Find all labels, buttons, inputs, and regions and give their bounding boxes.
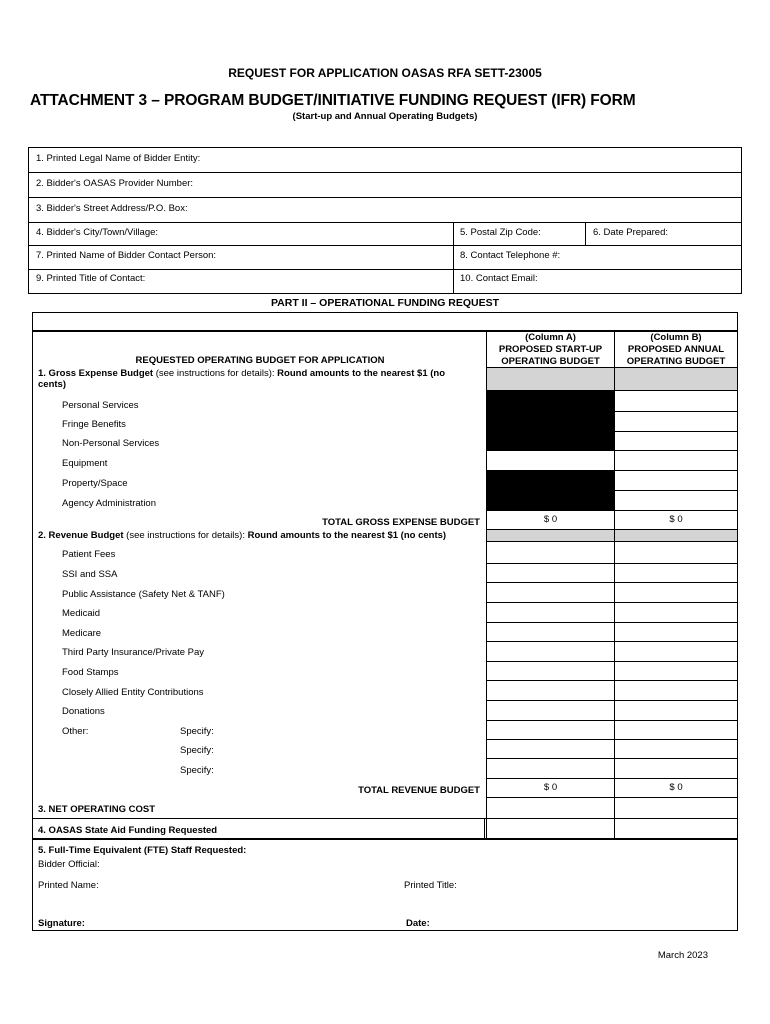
net-operating-cost: 3. NET OPERATING COST [38, 804, 156, 815]
total-revenue-label: TOTAL REVENUE BUDGET [358, 785, 480, 796]
column-b-header: (Column B) PROPOSED ANNUAL OPERATING BUDGET [626, 332, 726, 367]
total-revenue-a[interactable]: $ 0 [543, 782, 558, 793]
expense-item: Non-Personal Services [62, 438, 160, 449]
gross-expense-heading-cont: cents) [38, 379, 66, 390]
printed-title-field[interactable]: Printed Title: [404, 880, 457, 891]
expense-item: Personal Services [62, 400, 139, 411]
revenue-item: Medicare [62, 628, 102, 639]
part1-table [28, 147, 742, 294]
other-label: Other: [62, 726, 89, 737]
total-gross-b[interactable]: $ 0 [669, 514, 683, 525]
subtitle: (Start-up and Annual Operating Budgets) [292, 111, 478, 122]
revenue-heading: 2. Revenue Budget (see instructions for details): Round amounts to the nearest $1 (no cents) [38, 530, 447, 541]
field-zip[interactable]: 5. Postal Zip Code: [460, 227, 541, 238]
specify-label[interactable]: Specify: [180, 765, 214, 776]
revenue-item: Medicaid [62, 608, 101, 619]
signature-field[interactable]: Signature: [38, 918, 85, 929]
expense-item: Agency Administration [62, 498, 156, 509]
date-field[interactable]: Date: [406, 918, 430, 929]
blackout-cell [487, 391, 614, 450]
field-contact-title[interactable]: 9. Printed Title of Contact: [36, 273, 146, 284]
revenue-item: SSI and SSA [62, 569, 118, 580]
total-gross-label: TOTAL GROSS EXPENSE BUDGET [322, 517, 480, 528]
revenue-item: Closely Allied Entity Contributions [62, 687, 204, 698]
budget-col-header: REQUESTED OPERATING BUDGET FOR APPLICATION [135, 355, 385, 366]
field-provider-number[interactable]: 2. Bidder's OASAS Provider Number: [36, 178, 194, 189]
printed-name-field[interactable]: Printed Name: [38, 880, 99, 891]
field-legal-name[interactable]: 1. Printed Legal Name of Bidder Entity: [36, 153, 201, 164]
column-a-header: (Column A) PROPOSED START-UP OPERATING BUDGET [498, 332, 603, 367]
part2-blank-row [32, 312, 738, 331]
expense-item: Property/Space [62, 478, 128, 489]
field-date-prepared[interactable]: 6. Date Prepared: [593, 227, 668, 238]
attachment-title: ATTACHMENT 3 – PROGRAM BUDGET/INITIATIVE FUNDING REQUEST (IFR) FORM [30, 92, 636, 109]
part2-title: PART II – OPERATIONAL FUNDING REQUEST [270, 297, 500, 309]
expense-item: Fringe Benefits [62, 419, 126, 430]
footer-date: March 2023 [657, 950, 708, 961]
revenue-item: Third Party Insurance/Private Pay [62, 647, 205, 658]
revenue-item: Public Assistance (Safety Net & TANF) [62, 589, 225, 600]
gross-expense-heading: 1. Gross Expense Budget (see instructions for details): Round amounts to the nearest $1 (no [38, 368, 446, 379]
specify-label[interactable]: Specify: [180, 745, 214, 756]
total-revenue-b[interactable]: $ 0 [669, 782, 683, 793]
expense-item: Equipment [62, 458, 108, 469]
field-street-address[interactable]: 3. Bidder's Street Address/P.O. Box: [36, 203, 188, 214]
total-gross-a[interactable]: $ 0 [543, 514, 558, 525]
fte-requested: 5. Full-Time Equivalent (FTE) Staff Requested: [38, 845, 247, 856]
bidder-official-label: Bidder Official: [38, 859, 100, 870]
state-aid-requested: 4. OASAS State Aid Funding Requested [38, 825, 218, 836]
revenue-item: Patient Fees [62, 549, 116, 560]
revenue-item: Food Stamps [62, 667, 119, 678]
specify-label[interactable]: Specify: [180, 726, 214, 737]
revenue-item: Donations [62, 706, 105, 717]
rfa-title: REQUEST FOR APPLICATION OASAS RFA SETT-23005 [228, 66, 542, 80]
field-contact-person[interactable]: 7. Printed Name of Bidder Contact Person: [36, 250, 217, 261]
field-city[interactable]: 4. Bidder's City/Town/Village: [36, 227, 159, 238]
field-contact-phone[interactable]: 8. Contact Telephone #: [460, 250, 561, 261]
field-contact-email[interactable]: 10. Contact Email: [460, 273, 538, 284]
